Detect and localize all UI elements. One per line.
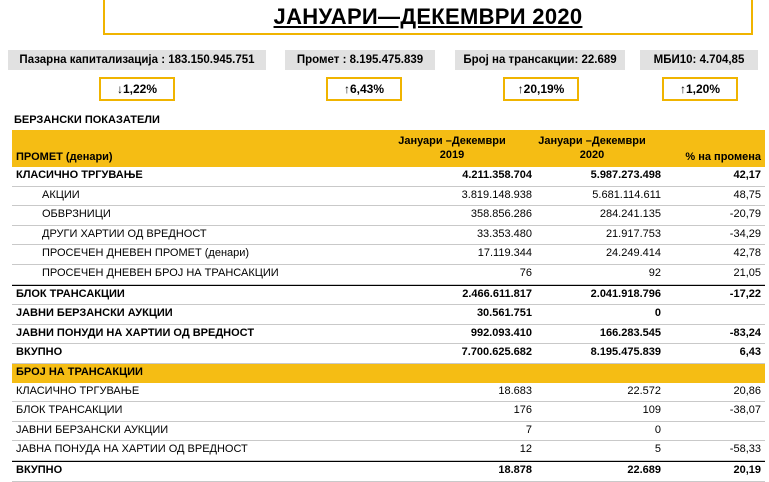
row-label: ЈАВНИ БЕРЗАНСКИ АУКЦИИ <box>16 423 169 436</box>
cell-2020: 22.572 <box>627 384 661 397</box>
table-row <box>12 461 765 482</box>
change-market-cap: ↓1,22% <box>99 77 175 101</box>
header-col-2020-line2: 2020 <box>579 149 605 161</box>
row-label: ПРОСЕЧЕН ДНЕВЕН БРОЈ НА ТРАНСАКЦИИ <box>42 266 279 279</box>
header-col-2020-line1: Јануари –Декември <box>538 135 646 147</box>
row-label: БЛОК ТРАНСАКЦИИ <box>16 287 125 300</box>
cell-2019: 3.819.148.938 <box>461 188 532 201</box>
cell-2020: 5.987.273.498 <box>590 169 661 181</box>
table-row <box>12 226 765 246</box>
cell-2020: 21.917.753 <box>605 227 661 240</box>
change-mbi10: ↑1,20% <box>662 77 738 101</box>
stat-value: 22.689 <box>581 54 617 66</box>
row-label: ЈАВНИ ПОНУДИ НА ХАРТИИ ОД ВРЕДНОСТ <box>16 326 255 339</box>
change-turnover: ↑6,43% <box>326 77 402 101</box>
cell-change: -83,24 <box>729 326 761 339</box>
table-row <box>12 305 765 325</box>
table-row <box>12 402 765 422</box>
stat-value: 8.195.475.839 <box>349 54 424 66</box>
row-label: ЈАВНА ПОНУДА НА ХАРТИИ ОД ВРЕДНОСТ <box>16 443 248 456</box>
stat-turnover <box>285 50 435 70</box>
table-row <box>12 441 765 461</box>
cell-2020: 8.195.475.839 <box>590 346 661 359</box>
page-title: ЈАНУАРИ—ДЕКЕМВРИ 2020 <box>273 3 583 29</box>
row-label: ЈАВНИ БЕРЗАНСКИ АУКЦИИ <box>16 307 173 320</box>
cell-change: 6,43 <box>739 346 761 359</box>
row-label: ВКУПНО <box>16 346 63 359</box>
stat-value: 183.150.945.751 <box>168 54 255 66</box>
row-label: ПРОСЕЧЕН ДНЕВЕН ПРОМЕТ (денари) <box>42 247 250 260</box>
row-label: ОБВРЗНИЦИ <box>42 208 111 221</box>
cell-2020: 2.041.918.796 <box>590 287 661 300</box>
stat-label: МБИ10: <box>653 54 697 66</box>
indicators-table <box>12 130 765 482</box>
row-label: КЛАСИЧНО ТРГУВАЊЕ <box>16 169 143 181</box>
stat-mbi10 <box>640 50 758 70</box>
table-row <box>12 265 765 285</box>
table-row <box>12 422 765 442</box>
header-col-2019-line2: 2019 <box>439 149 465 161</box>
table-row <box>12 285 765 306</box>
row-label: БЛОК ТРАНСАКЦИИ <box>16 404 123 417</box>
cell-2019: 18.878 <box>498 463 532 476</box>
stat-transactions <box>455 50 625 70</box>
cell-2019: 992.093.410 <box>470 326 532 339</box>
cell-change: -58,33 <box>729 443 761 456</box>
stat-label: Број на трансакции: <box>463 54 579 66</box>
transactions-section-header <box>12 364 765 383</box>
transaction-rows <box>12 383 765 482</box>
cell-change: -38,07 <box>729 404 761 417</box>
cell-2019: 2.466.611.817 <box>462 287 532 300</box>
header-col-2019-line1: Јануари –Декември <box>398 135 506 147</box>
cell-2020: 109 <box>642 404 661 417</box>
cell-change: 42,78 <box>733 247 761 260</box>
row-label: ДРУГИ ХАРТИИ ОД ВРЕДНОСТ <box>42 227 207 240</box>
row-label: АКЦИИ <box>42 188 80 201</box>
cell-2019: 4.211.358.704 <box>462 169 532 181</box>
table-row <box>12 245 765 265</box>
cell-2019: 358.856.286 <box>470 208 532 221</box>
cell-2019: 176 <box>513 404 532 417</box>
table-row <box>12 325 765 345</box>
table-row <box>12 383 765 403</box>
cell-2019: 12 <box>519 443 532 456</box>
cell-change: 42,17 <box>733 169 761 181</box>
cell-2019: 18.683 <box>498 384 532 397</box>
table-row <box>12 206 765 226</box>
cell-2019: 7 <box>525 423 532 436</box>
section-title: БЕРЗАНСКИ ПОКАЗАТЕЛИ <box>14 114 160 126</box>
table-row <box>12 167 765 187</box>
cell-2019: 30.561.751 <box>476 307 532 320</box>
cell-change: 20,19 <box>733 463 761 476</box>
stat-market-cap <box>8 50 266 70</box>
turnover-rows <box>12 167 765 364</box>
header-col-change: % на промена <box>685 151 761 163</box>
cell-2019: 17.119.344 <box>477 247 532 260</box>
table-row <box>12 344 765 364</box>
table-row <box>12 187 765 207</box>
cell-change: -34,29 <box>729 227 761 240</box>
cell-2019: 76 <box>519 266 532 279</box>
stat-label: Пазарна капитализација : <box>19 54 166 66</box>
change-transactions: ↑20,19% <box>503 77 579 101</box>
cell-2020: 166.283.545 <box>599 326 661 339</box>
cell-2020: 24.249.414 <box>605 247 661 260</box>
cell-2020: 0 <box>654 423 661 436</box>
header-col-2020 <box>532 134 652 162</box>
cell-change: -17,22 <box>729 287 761 300</box>
cell-2020: 5.681.114.611 <box>592 188 661 201</box>
cell-2020: 22.689 <box>627 463 661 476</box>
cell-2020: 0 <box>654 307 661 320</box>
row-label: ВКУПНО <box>16 463 63 476</box>
cell-change: -20,79 <box>729 208 761 221</box>
header-label: ПРОМЕТ (денари) <box>16 151 113 163</box>
cell-change: 21,05 <box>733 266 761 279</box>
stat-label: Промет : <box>296 54 347 66</box>
title-box <box>103 0 753 35</box>
cell-2020: 5 <box>654 443 661 456</box>
transactions-header-label: БРОЈ НА ТРАНСАКЦИИ <box>16 365 143 378</box>
cell-change: 48,75 <box>733 188 761 201</box>
cell-2019: 33.353.480 <box>476 227 532 240</box>
cell-change: 20,86 <box>733 384 761 397</box>
cell-2020: 284.241.135 <box>599 208 661 221</box>
stat-value: 4.704,85 <box>699 54 745 66</box>
table-header <box>12 130 765 167</box>
row-label: КЛАСИЧНО ТРГУВАЊЕ <box>16 384 140 397</box>
header-col-2019 <box>392 134 512 162</box>
cell-2019: 7.700.625.682 <box>461 346 532 359</box>
cell-2020: 92 <box>648 266 661 279</box>
